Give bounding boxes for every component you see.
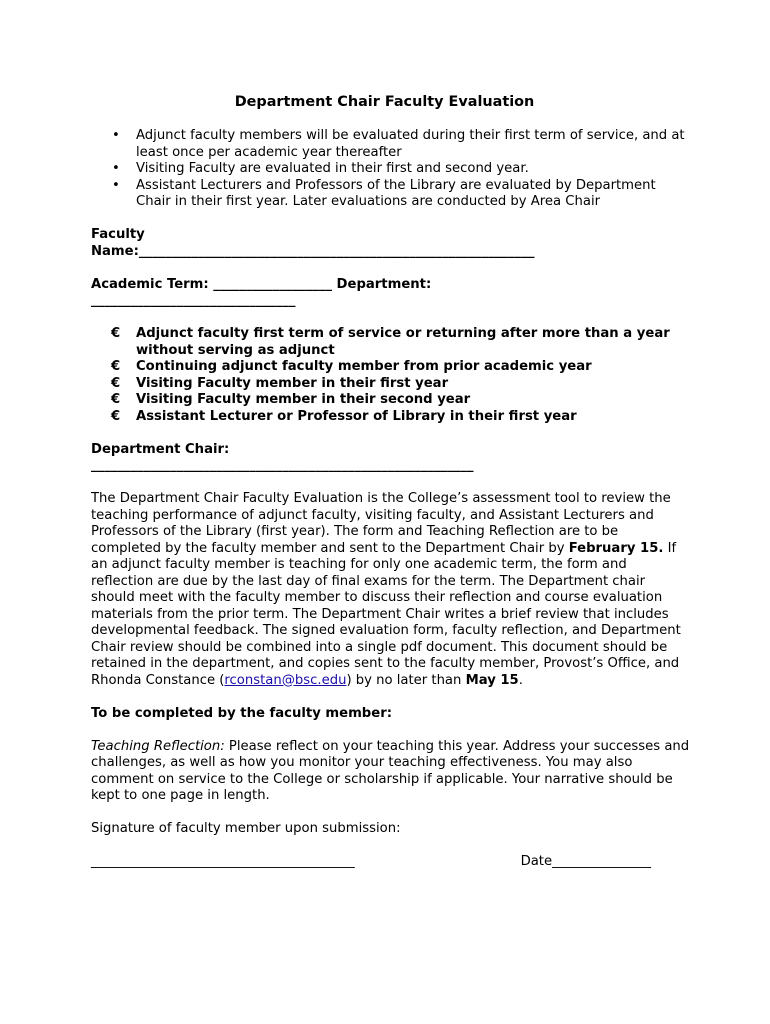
eligibility-list bbox=[91, 128, 691, 211]
option-item[interactable]: € Adjunct faculty first term of service or returning after more than a year without serving as adjunct bbox=[111, 326, 670, 358]
signature-label: Signature of faculty member upon submission: bbox=[91, 821, 401, 836]
faculty-name-field[interactable]: Name:____________________________________________________________ bbox=[91, 243, 535, 259]
deadline-may: May 15 bbox=[465, 672, 519, 688]
deadline-february: February 15. bbox=[568, 540, 664, 556]
reflection-paragraph: Teaching Reflection: Please reflect on your teaching this year. Address your successes and challenges, as well as how you monitor your teaching effectiveness. You may also comment on service to the College or scholarship if applicable. Your narrative should be kept to one page in length. bbox=[91, 738, 690, 803]
checkbox-icon[interactable]: € bbox=[111, 359, 121, 374]
dept-chair-field[interactable]: __________________________________________________________ bbox=[91, 458, 474, 473]
document-title: Department Chair Faculty Evaluation bbox=[234, 94, 535, 110]
checkbox-icon[interactable]: € bbox=[111, 326, 121, 341]
list-item: • Assistant Lecturers and Professors of the Library are evaluated by Department Chair in their first year. Later evaluations are conducted by Area Chair bbox=[112, 177, 656, 209]
bullet-icon: • bbox=[112, 161, 120, 176]
option-item[interactable]: € Assistant Lecturer or Professor of Library in their first year bbox=[111, 408, 577, 424]
signature-row bbox=[91, 854, 651, 871]
dept-chair-label: Department Chair: bbox=[91, 441, 230, 457]
checkbox-icon[interactable]: € bbox=[111, 408, 121, 424]
reflection-label: Teaching Reflection: bbox=[91, 738, 225, 754]
faculty-type-options bbox=[91, 326, 691, 425]
document-content bbox=[91, 92, 691, 871]
bullet-icon: • bbox=[112, 177, 120, 193]
signature-field[interactable]: ________________________________________ bbox=[91, 854, 355, 869]
list-item: • Visiting Faculty are evaluated in their first and second year. bbox=[112, 161, 529, 176]
option-item[interactable]: € Visiting Faculty member in their first year bbox=[111, 375, 449, 391]
department-field[interactable]: _______________________________ bbox=[91, 293, 296, 308]
list-item: • Adjunct faculty members will be evaluated during their first term of service, and at least once per academic year thereafter bbox=[112, 128, 685, 160]
faculty-section-heading: To be completed by the faculty member: bbox=[91, 705, 392, 721]
instructions-paragraph: The Department Chair Faculty Evaluation is the College’s assessment tool to review the teaching performance of adjunct faculty, visiting faculty, and Assistant Lecturers and Professors of the Library (first year). The form and Teaching Reflection are to be completed by the faculty member and sent to the Department Chair by February 15. If an adjunct faculty member is teaching for only one academic term, the form and reflection are due by the last day of final exams for the term. The Department chair should meet with the faculty member to discuss their reflection and course evaluation materials from the prior term. The Department Chair writes a brief review that includes developmental feedback. The signed evaluation form, faculty reflection, and Department Chair review should be combined into a single pdf document. This document should be retained in the department, and copies sent to the faculty member, Provost’s Office, and Rhonda Constance (rconstan@bsc.edu) by no later than May 15. bbox=[91, 491, 681, 688]
date-field[interactable]: Date_______________ bbox=[520, 854, 651, 869]
checkbox-icon[interactable]: € bbox=[111, 392, 121, 407]
email-link[interactable]: rconstan@bsc.edu bbox=[224, 672, 347, 688]
option-item[interactable]: € Visiting Faculty member in their second year bbox=[111, 392, 471, 407]
option-item[interactable]: € Continuing adjunct faculty member from prior academic year bbox=[111, 359, 592, 374]
checkbox-icon[interactable]: € bbox=[111, 375, 121, 391]
bullet-icon: • bbox=[112, 128, 120, 143]
academic-term-field[interactable]: Academic Term: __________________ Department: bbox=[91, 276, 432, 292]
faculty-label: Faculty bbox=[91, 227, 145, 242]
